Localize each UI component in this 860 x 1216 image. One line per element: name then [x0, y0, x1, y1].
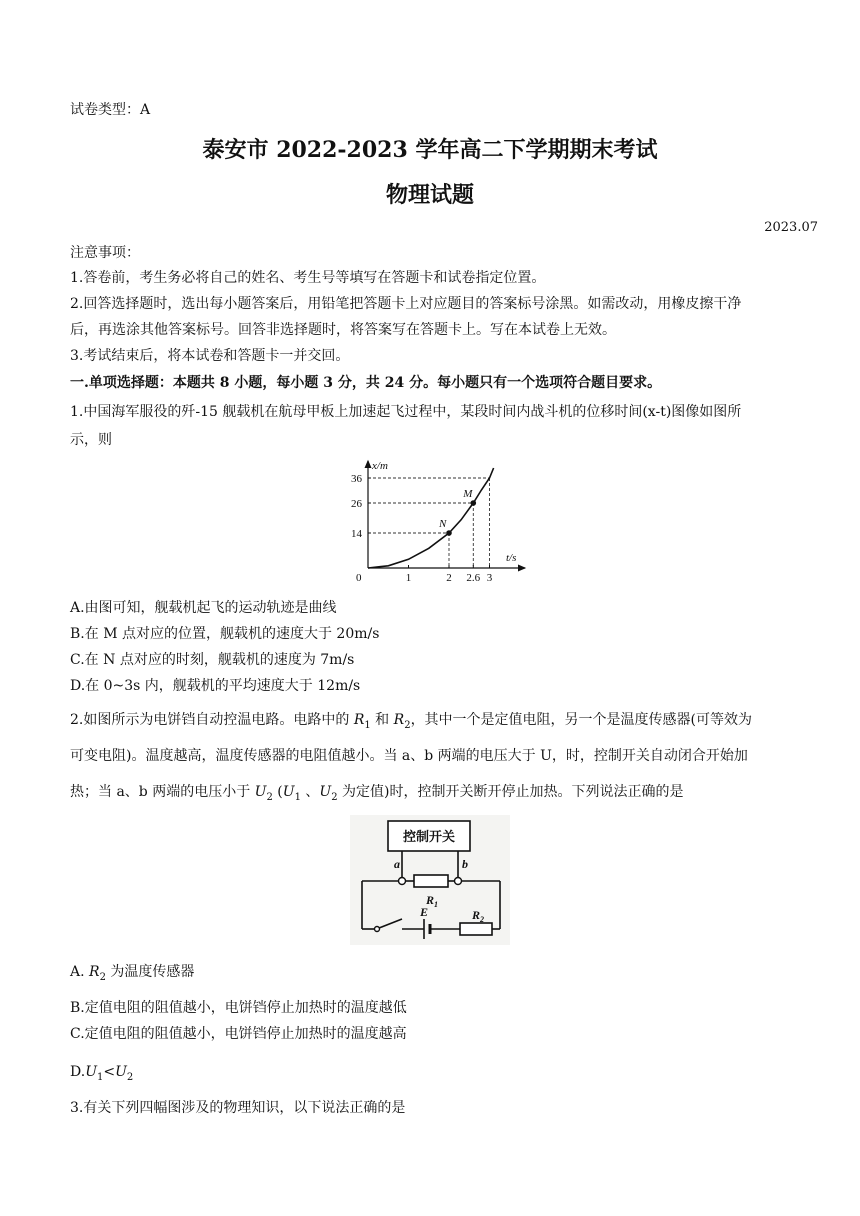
x-axis-label: t/s	[506, 552, 517, 564]
terminal-a	[399, 878, 406, 885]
x-tick-label-3: 3	[486, 572, 493, 584]
notice-item-1: 1.答卷前，考生务必将自己的姓名、考生号等填写在答题卡和试卷指定位置。	[70, 270, 546, 286]
r1-label: $R_1$	[426, 893, 439, 909]
q1-option-d: D.在 0~3s 内，舰载机的平均速度大于 12m/s	[70, 678, 361, 694]
exam-subject: 物理试题	[385, 182, 474, 208]
point-N	[446, 530, 452, 536]
q1-option-c: C.在 N 点对应的时刻，舰载机的速度为 7m/s	[70, 652, 355, 668]
point-label-M: M	[463, 488, 473, 500]
emf-label: E	[420, 905, 429, 919]
exam-date: 2023.07	[764, 220, 818, 235]
terminal-b-label: b	[462, 857, 468, 871]
notice-item-2: 2.回答选择题时，选出每小题答案后，用铅笔把答题卡上对应题目的答案标号涂黑。如需改动，用橡皮擦干净	[70, 296, 742, 312]
q2-option-c: C.定值电阻的阻值越小，电饼铛停止加热时的温度越高	[70, 1026, 407, 1042]
resistor-r1	[414, 875, 448, 887]
terminal-a-label: a	[394, 857, 400, 871]
circuit-diagram	[350, 815, 510, 945]
q1-stem-line2: 示，则	[70, 432, 112, 448]
terminal-b	[455, 878, 462, 885]
x-tick-label-1: 2	[446, 572, 452, 584]
q1-option-a: A.由图可知，舰载机起飞的运动轨迹是曲线	[70, 600, 337, 616]
xt-chart	[330, 455, 530, 590]
q2-line2: 可变电阻)。温度越高，温度传感器的电阻值越小。当 a、b 两端的电压大于 U，时，控制开关自动闭合开始加	[70, 748, 748, 764]
notice-item-2-cont: 后，再选涂其他答案标号。回答非选择题时，将答案写在答题卡上。写在本试卷上无效。	[70, 322, 616, 338]
r2-label: $R_2$	[472, 908, 485, 924]
exam-title: 泰安市 2022-2023 学年高二下学期期末考试	[202, 137, 658, 163]
x-tick-label-2: 2.6	[466, 572, 481, 584]
control-switch-label: 控制开关	[402, 829, 456, 844]
x-tick-label-0: 1	[405, 572, 412, 584]
q1-stem-line1: 1.中国海军服役的歼-15 舰载机在航母甲板上加速起飞过程中，某段时间内战斗机的位移时间(x-t)图像如图所	[70, 404, 742, 420]
q2-option-a: A. $R_2$ 为温度传感器	[70, 964, 195, 983]
y-tick-label-0: 14	[351, 528, 362, 540]
y-tick-label-1: 26	[351, 498, 362, 510]
q3-stem: 3.有关下列四幅图涉及的物理知识，以下说法正确的是	[70, 1100, 406, 1116]
y-tick-label-2: 36	[351, 473, 362, 485]
q2-option-b: B.定值电阻的阻值越小，电饼铛停止加热时的温度越低	[70, 1000, 407, 1016]
resistor-r2	[460, 923, 492, 935]
xt-curve	[368, 468, 494, 568]
chart-points	[438, 488, 476, 536]
point-M	[471, 500, 477, 506]
q2-option-d: $D.U_1<U_2$	[70, 1064, 134, 1083]
point-label-N: N	[439, 518, 447, 530]
origin-label: 0	[356, 572, 362, 584]
y-axis-label: x/m	[372, 460, 388, 472]
q2-line1: 2.如图所示为电饼铛自动控温电路。电路中的 $R_1$ 和 $R_2$，其中一个是定值电阻，另一个是温度传感器(可等效为	[70, 712, 753, 731]
q1-option-b: B.在 M 点对应的位置，舰载机的速度大于 20m/s	[70, 626, 380, 642]
q2-line3: 热；当 a、b 两端的电压小于 $U_2$ ($U_1$ 、$U_2$ 为定值)时，控制开关断开停止加热。下列说法正确的是	[70, 784, 684, 803]
notice-heading: 注意事项：	[70, 245, 140, 261]
notice-item-3: 3.考试结束后，将本试卷和答题卡一并交回。	[70, 348, 350, 364]
section1-heading: 一.单项选择题：本题共 8 小题，每小题 3 分，共 24 分。每小题只有一个选项符合题目要求。	[70, 375, 662, 391]
paper-type: 试卷类型：A	[70, 102, 151, 118]
